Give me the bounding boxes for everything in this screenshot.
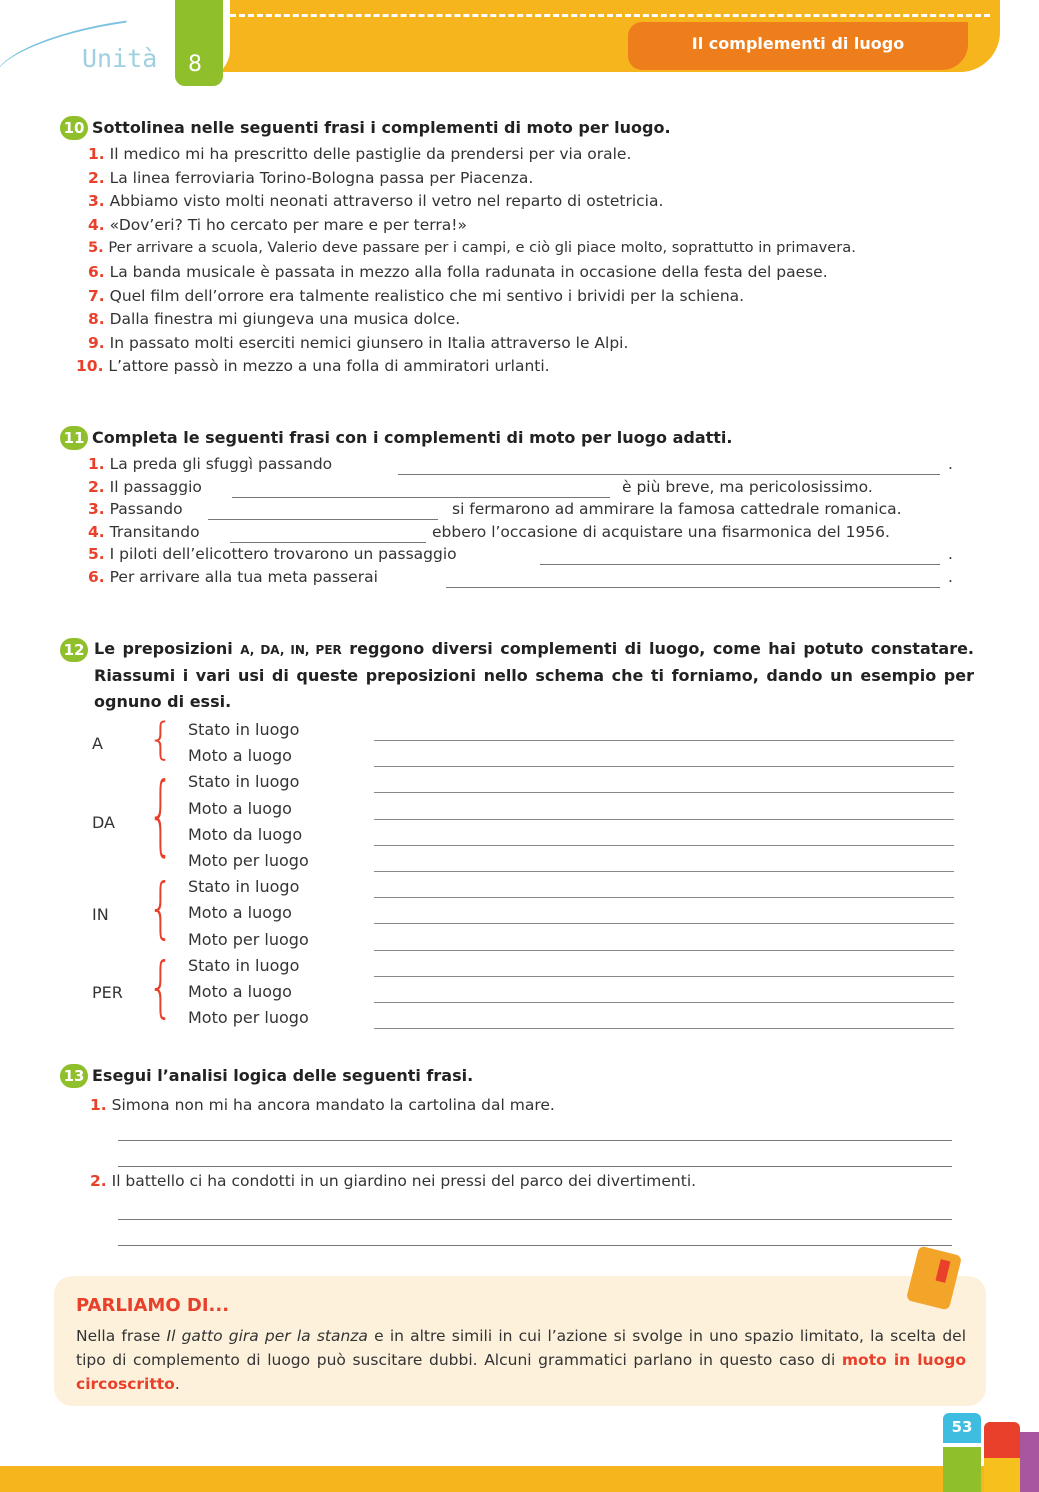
chapter-title: Il complementi di luogo xyxy=(691,34,905,53)
box-text-part: . xyxy=(174,1375,180,1393)
item-number: 5. xyxy=(88,545,105,563)
item-text: Per arrivare alla tua meta passerai xyxy=(109,567,378,586)
item-ending: . xyxy=(948,545,953,563)
item-text: Il battello ci ha condotti in un giardino nei pressi del parco dei divertimenti. xyxy=(111,1172,697,1190)
item-number: 10. xyxy=(76,357,104,376)
item-text: I piloti dell’elicottero trovarono un passaggio xyxy=(109,545,457,563)
exercise-title xyxy=(94,636,974,715)
scheme-item-label: Moto a luogo xyxy=(188,982,292,1001)
preposition-label: A xyxy=(92,734,103,754)
brace-icon: { xyxy=(148,871,174,947)
answer-line[interactable] xyxy=(118,1219,952,1220)
brace-icon: { xyxy=(148,714,174,765)
exercise-badge: 12 xyxy=(60,638,88,662)
scheme-item-label: Stato in luogo xyxy=(188,772,300,792)
item-number: 4. xyxy=(88,215,105,234)
answer-line[interactable] xyxy=(118,1245,952,1246)
list-item xyxy=(88,192,663,210)
item-number: 8. xyxy=(88,310,105,329)
item-number: 6. xyxy=(88,567,105,586)
item-text: «Dov’eri? Ti ho cercato per mare e per terra!» xyxy=(109,215,467,234)
exercise-title: Sottolinea nelle seguenti frasi i complementi di moto per luogo. xyxy=(92,118,671,137)
answer-line[interactable] xyxy=(374,950,954,951)
item-text: La linea ferroviaria Torino-Bologna passa per Piacenza. xyxy=(109,168,534,187)
list-item xyxy=(88,523,200,541)
scheme-item-label: Stato in luogo xyxy=(188,877,300,897)
answer-line[interactable] xyxy=(374,923,954,924)
scheme-item-label: Moto da luogo xyxy=(188,824,303,844)
list-item xyxy=(88,545,457,563)
blank-field[interactable] xyxy=(398,474,940,475)
box-text-part: Nella frase xyxy=(76,1327,167,1345)
answer-line[interactable] xyxy=(118,1166,952,1167)
footer-decoration xyxy=(984,1458,1020,1492)
list-item xyxy=(88,455,332,473)
list-item xyxy=(88,500,183,518)
box-text-bold: moto in luogo circoscritto xyxy=(76,1351,966,1393)
brace-icon: { xyxy=(148,949,174,1026)
item-text: Dalla finestra mi giungeva una musica dolce. xyxy=(109,310,461,329)
box-text-part: e in altre simili in cui l’azione si svolge in uno spazio limitato, la scelta del tipo di complemento di luogo può suscitare dubbi. Alcuni grammatici parlano in questo caso di xyxy=(76,1327,966,1369)
box-title: PARLIAMO DI... xyxy=(76,1295,230,1316)
title-part: Le preposizioni xyxy=(94,639,241,658)
unit-number: 8 xyxy=(188,52,202,77)
item-number: 9. xyxy=(88,333,105,352)
blank-field[interactable] xyxy=(208,519,438,520)
item-text: Simona non mi ha ancora mandato la cartolina dal mare. xyxy=(111,1096,555,1114)
box-text xyxy=(76,1324,966,1396)
item-number: 5. xyxy=(88,239,104,257)
list-item xyxy=(76,357,550,375)
item-number: 3. xyxy=(88,500,105,518)
answer-line[interactable] xyxy=(374,819,954,820)
footer-decoration xyxy=(943,1447,981,1492)
item-ending: . xyxy=(948,567,953,586)
item-ending: . xyxy=(948,455,953,473)
blank-field[interactable] xyxy=(230,542,426,543)
item-text: Quel film dell’orrore era talmente realistico che mi sentivo i brividi per la schiena. xyxy=(109,286,745,305)
item-number: 7. xyxy=(88,286,105,305)
unit-label: Unità xyxy=(82,44,158,73)
scheme-item-label: Moto per luogo xyxy=(188,929,309,949)
item-number: 1. xyxy=(88,145,105,163)
item-ending: ebbero l’occasione di acquistare una fisarmonica del 1956. xyxy=(432,522,890,541)
list-item xyxy=(88,169,533,187)
item-text: Il passaggio xyxy=(109,477,202,496)
blank-field[interactable] xyxy=(232,497,610,498)
answer-line[interactable] xyxy=(118,1140,952,1141)
footer-band xyxy=(0,1466,1039,1492)
list-item xyxy=(88,568,378,586)
preposition-label: IN xyxy=(92,904,109,924)
answer-line[interactable] xyxy=(374,792,954,793)
scheme-item-label: Moto a luogo xyxy=(188,746,292,766)
box-text-italic: Il gatto gira per la stanza xyxy=(166,1327,368,1345)
answer-line[interactable] xyxy=(374,1002,954,1003)
exercise-title: Completa le seguenti frasi con i complementi di moto per luogo adatti. xyxy=(92,428,733,447)
item-number: 2. xyxy=(90,1172,107,1190)
list-item xyxy=(88,287,744,305)
item-number: 2. xyxy=(88,477,105,496)
scheme-item-label: Moto per luogo xyxy=(188,851,309,870)
page-number: 53 xyxy=(951,1418,973,1436)
list-item xyxy=(88,239,856,256)
answer-line[interactable] xyxy=(374,976,954,977)
item-number: 1. xyxy=(90,1096,107,1114)
item-text: La preda gli sfuggì passando xyxy=(109,455,333,473)
answer-line[interactable] xyxy=(374,740,954,741)
item-number: 3. xyxy=(88,192,105,211)
item-ending: è più breve, ma pericolosissimo. xyxy=(622,477,873,496)
title-part: reggono diversi complementi di luogo, come hai potuto constatare. Riassumi i vari usi di queste preposizioni nello schema che ti forniamo, dando un esempio per ognuno di essi. xyxy=(94,639,975,711)
scheme-item-label: Moto a luogo xyxy=(188,903,292,923)
answer-line[interactable] xyxy=(374,871,954,872)
scheme-item-label: Stato in luogo xyxy=(188,955,300,975)
list-item xyxy=(88,263,828,281)
item-number: 1. xyxy=(88,455,105,473)
exercise-title: Esegui l’analisi logica delle seguenti frasi. xyxy=(92,1066,474,1085)
item-text: Per arrivare a scuola, Valerio deve passare per i campi, e ciò gli piace molto, soprattutto in primavera. xyxy=(108,239,856,257)
header-dashed-line xyxy=(230,14,990,17)
answer-line[interactable] xyxy=(374,766,954,767)
exercise-badge: 10 xyxy=(60,116,88,140)
item-ending: si fermarono ad ammirare la famosa cattedrale romanica. xyxy=(452,500,902,518)
list-item xyxy=(88,310,460,328)
preposition-label: PER xyxy=(92,983,123,1003)
list-item xyxy=(88,216,467,234)
list-item xyxy=(88,478,202,496)
list-item xyxy=(88,334,628,352)
item-number: 4. xyxy=(88,522,105,541)
answer-line[interactable] xyxy=(374,1028,954,1029)
blank-field[interactable] xyxy=(540,564,940,565)
item-text: In passato molti eserciti nemici giunsero in Italia attraverso le Alpi. xyxy=(109,333,629,352)
answer-line[interactable] xyxy=(374,897,954,898)
item-text: Passando xyxy=(109,500,183,518)
item-number: 2. xyxy=(88,168,105,187)
item-text: Il medico mi ha prescritto delle pastiglie da prendersi per via orale. xyxy=(109,145,632,163)
preposition-label: DA xyxy=(92,812,115,832)
scheme-item-label: Moto per luogo xyxy=(188,1008,309,1028)
item-text: L’attore passò in mezzo a una folla di ammiratori urlanti. xyxy=(108,357,550,376)
list-item xyxy=(90,1096,555,1114)
item-number: 6. xyxy=(88,263,105,281)
item-text: Transitando xyxy=(109,522,200,541)
list-item xyxy=(88,145,631,163)
answer-line[interactable] xyxy=(374,845,954,846)
exercise-badge: 11 xyxy=(60,426,88,450)
scheme-item-label: Stato in luogo xyxy=(188,720,300,739)
scheme-item-label: Moto a luogo xyxy=(188,798,292,818)
list-item xyxy=(90,1172,696,1190)
item-text: Abbiamo visto molti neonati attraverso il vetro nel reparto di ostetricia. xyxy=(109,192,664,211)
title-prepositions: A, DA, IN, PER xyxy=(240,643,342,657)
exercise-badge: 13 xyxy=(60,1064,88,1088)
item-text: La banda musicale è passata in mezzo alla folla radunata in occasione della festa del paese. xyxy=(109,263,828,281)
blank-field[interactable] xyxy=(446,587,940,588)
brace-icon: { xyxy=(148,766,174,867)
